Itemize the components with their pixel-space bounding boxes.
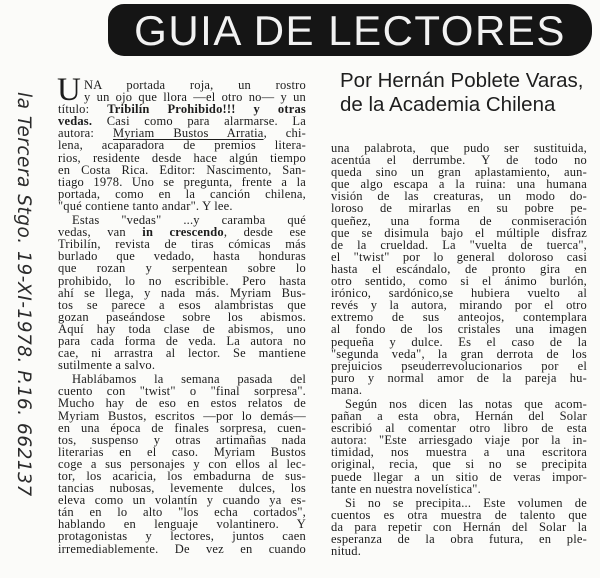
text-line: extremo de sus anteojos, contemplara xyxy=(331,310,587,325)
text-line: de la crueldad. La "vuelta de tuerca", xyxy=(331,237,587,252)
text-line: tiago 1978. Uno se pregunta, frente a la xyxy=(58,174,306,189)
bold-text: in crescendo xyxy=(142,225,224,240)
text-line: Hablábamos la semana pasada del xyxy=(72,372,306,387)
text-line: escribió al comentar otro libro de esta xyxy=(331,421,587,436)
text-line: "segunda veda", la gran derrota de los xyxy=(331,346,587,361)
text-line: en Costa Rica. Editor: Nascimento, San- xyxy=(58,162,306,177)
text-line: autora: "Este arriesgado viaje por la in- xyxy=(331,433,587,448)
text-line: tancias nubosas, levemente dulces, los xyxy=(58,481,306,496)
text-line: cuento con "twist" o "final sorpresa". xyxy=(58,384,306,399)
text-run: vedas, van xyxy=(58,225,143,240)
text-line: burlado que vedado, hasta honduras xyxy=(58,249,306,264)
text-line: puro y normal amor de la pareja hu- xyxy=(331,370,587,385)
text-line: rios, residente desde hace algún tiempo xyxy=(58,150,306,165)
text-run: , desde ese xyxy=(223,225,307,240)
paragraph xyxy=(331,142,587,396)
article-column-right xyxy=(331,142,587,557)
text-line: Aquí hay toda clase de abismos, uno xyxy=(58,321,306,336)
text-line: pañan a esta obra, Hernán del Solar xyxy=(331,409,587,424)
text-line: para cada forma de veda. La autora no xyxy=(58,333,306,348)
drop-cap: U xyxy=(57,72,82,108)
text-line: que algo escapa a la ruina: una humana xyxy=(331,177,587,192)
paragraph xyxy=(58,79,306,212)
text-run: Casi como para alarmarse. La xyxy=(92,114,306,129)
text-line: revés y la autora, mirando por el otro xyxy=(331,298,587,313)
text-line: tos se parece a esos alambristas que xyxy=(58,297,306,312)
bold-text: vedas. xyxy=(58,114,93,129)
text-line: queda sino un gran aplastamiento, aun- xyxy=(331,165,587,180)
section-banner xyxy=(108,4,592,56)
text-line: cuentos es otra muestra de talento que xyxy=(331,507,587,522)
text-line: nitud. xyxy=(331,544,362,559)
paragraph xyxy=(331,398,587,495)
text-line: prohibido, lo no escribible. Pero hasta xyxy=(58,273,306,288)
text-line: original, recia, que si no se precipita xyxy=(331,457,587,472)
text-line: eleva como un volantín y cuando ya es- xyxy=(58,493,306,508)
text-line: otro sentido, como si el ánimo burlón, xyxy=(331,274,587,289)
text-line: loroso de mirarlas en su pobre pe- xyxy=(331,201,587,216)
paragraph xyxy=(58,373,306,554)
bold-text: Tribilín Prohibido!!! y otras xyxy=(107,102,306,117)
text-line: Mucho hay de eso en estos relatos de xyxy=(58,396,306,411)
text-line: Estas "vedas" ...y caramba qué xyxy=(72,213,306,228)
text-line: tos, suspenso y otras artimañas nada xyxy=(58,432,306,447)
text-line: pequeña y dulce. Es el caso de la xyxy=(331,334,587,349)
text-line: hasta el escándalo, de pronto gira en xyxy=(331,261,587,276)
text-line: al fondo de los cristales una imagen xyxy=(331,322,587,337)
text-line: queñez, una forma de conmiseración xyxy=(331,213,587,228)
text-line: Myriam Bustos, escritos —por lo demás— xyxy=(58,408,306,423)
text-line: "qué contiene tanto andar". Y lee. xyxy=(58,198,233,213)
text-line: que se disimula bajo el múltiple disfraz xyxy=(331,225,587,240)
text-line: cae, ni arrastra al lector. Se mantiene xyxy=(58,346,306,361)
text-line: lena, acaparadora de premios litera- xyxy=(58,138,306,153)
handwritten-source-note: la Tercera Stgo. 19-XI-1978. P.16. 662137 xyxy=(13,92,34,497)
byline xyxy=(340,69,590,117)
text-line: puede llegar a un sitio de veras impor- xyxy=(331,469,587,484)
text-run: autora: xyxy=(58,126,113,141)
text-line: Tribilín, revista de tiras cómicas más xyxy=(58,237,306,252)
text-line: da para repetir con Hernán del Solar la xyxy=(331,519,587,534)
text-run: , chi- xyxy=(263,126,306,141)
text-line: NA portada roja, un rostro xyxy=(84,78,306,92)
text-line: gozan paseándose sobre los abismos. xyxy=(58,309,306,324)
text-line: visión de las creaturas, un modo do- xyxy=(331,189,587,204)
underlined-text: Myriam Bustos Arratia xyxy=(112,126,264,141)
text-line: que rozan y serpentean sobre lo xyxy=(58,261,306,276)
section-title: GUIA DE LECTORES xyxy=(134,7,566,54)
text-line: y un ojo que llora —el otro no— y un xyxy=(84,90,306,105)
text-line: ahí se llega, y nada más. Myriam Bus- xyxy=(58,285,306,300)
text-line: sutilmente a salvo. xyxy=(58,358,156,373)
article-column-left xyxy=(57,72,307,556)
text-line: tán en lo alto "los echa cortados", xyxy=(58,505,306,520)
text-line: protagonistas y lectores, juntos caen xyxy=(58,529,306,544)
text-line: literarias en el caso. Myriam Bustos xyxy=(58,444,306,459)
text-line: una palabrota, que pudo ser sustituida, xyxy=(331,141,587,155)
text-line: prejuicios pseuderrevolucionarios por el xyxy=(331,358,587,373)
text-line: esperanza de la obra futura, en ple- xyxy=(331,532,587,546)
text-line: tor, los acaricia, los embadurna de sus- xyxy=(58,469,306,483)
paragraph xyxy=(58,214,306,371)
text-line: timidad, nos muestra a una escritora xyxy=(331,445,587,460)
text-line: en una época de finales sorpresa, cuen- xyxy=(58,420,306,435)
byline-affiliation: de la Academia Chilena xyxy=(340,93,556,116)
text-line: el "twist" por lo general doloroso casi xyxy=(331,249,587,264)
text-line: coge a sus personajes y con ellos al lec- xyxy=(58,456,306,471)
text-line: mana. xyxy=(331,382,363,397)
text-line: irremediablemente. De vez en cuando xyxy=(58,541,306,556)
text-line: acentúa el derrumbe. Y de todo no xyxy=(331,153,587,168)
paragraph xyxy=(331,497,587,557)
text-line: portada, como en la canción chilena, xyxy=(58,186,306,201)
text-line: tante en nuestra novelística". xyxy=(331,481,481,496)
text-run: título: xyxy=(58,102,108,117)
text-line: hablando en lenguaje volantinero. Y xyxy=(58,517,306,532)
byline-author: Por Hernán Poblete Varas, xyxy=(340,69,584,92)
text-line: Si no se precipita... Este volumen de xyxy=(345,495,587,510)
text-line: Según nos dicen las notas que acom- xyxy=(345,396,587,411)
text-line: irónico, sardónico,se hubiera vuelto al xyxy=(331,286,587,301)
